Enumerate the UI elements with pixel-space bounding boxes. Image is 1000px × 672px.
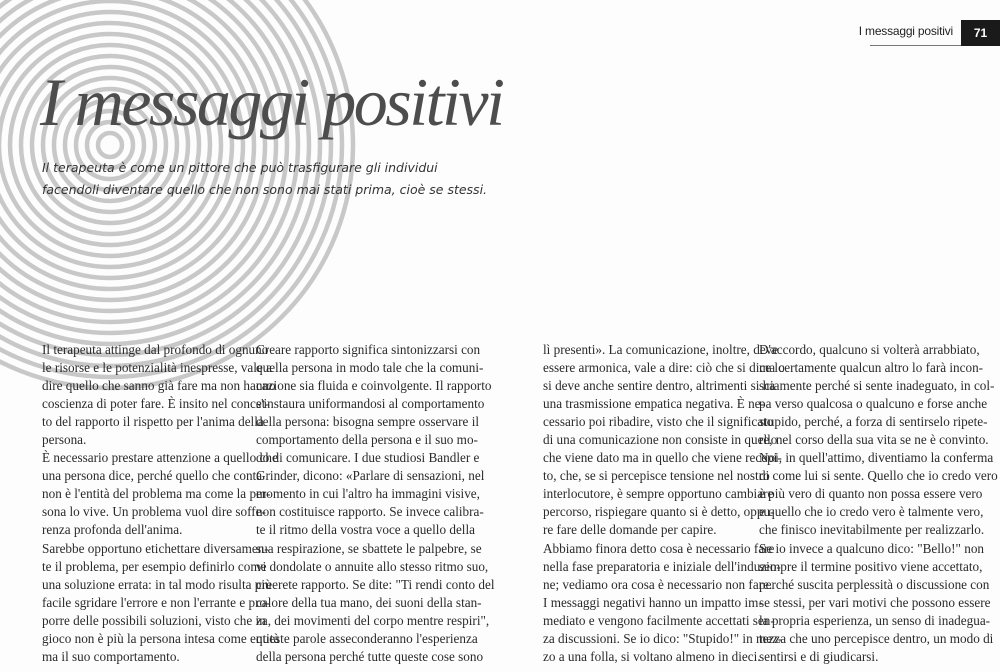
chapter-title: I messaggi positivi: [40, 64, 503, 140]
text-line: vi dondolate o annuite allo stesso ritmo suo,: [256, 558, 489, 574]
page-number: 71: [961, 20, 1000, 46]
text-line: una persona dice, perché quello che conta: [42, 468, 263, 484]
text-line: che viene dato ma in quello che viene recepi-: [543, 450, 782, 466]
text-line: momento in cui l'altro ha immagini visive,: [256, 486, 480, 502]
text-line: tezza che uno percepisce dentro, un modo di: [759, 630, 994, 646]
text-line: di come lui si sente. Quello che io credo vero: [759, 468, 998, 484]
text-line: za discussioni. Se io dico: "Stupido!" in mez-: [543, 630, 783, 646]
text-line: È necessario prestare attenzione a quello che: [42, 450, 278, 466]
text-line: se stessi, per vari motivi che possono essere: [759, 594, 991, 610]
text-line: stupido, perché, a forza di sentirselo ripete-: [759, 414, 988, 430]
text-line: cazione sia fluida e coinvolgente. Il rapporto: [256, 378, 492, 394]
text-line: di una comunicazione non consiste in quello: [543, 432, 778, 448]
text-line: lì presenti». La comunicazione, inoltre, deve: [543, 342, 779, 357]
text-line: una trasmissione empatica negativa. È ne-: [543, 396, 765, 412]
text-line: calore della tua mano, dei suoni della stan-: [256, 594, 482, 610]
text-line: s'instaura uniformandosi al comportamento: [256, 396, 485, 412]
text-line: D'accordo, qualcuno si volterà arrabbiato,: [759, 342, 980, 357]
text-line: ne; vediamo ora cosa è necessario non fare.: [543, 576, 773, 592]
text-column-2: [256, 341, 495, 666]
text-line: essere armonica, vale a dire: ciò che si dice lo: [543, 360, 785, 376]
text-line: è più vero di quanto non possa essere vero: [759, 486, 983, 502]
text-line: renza profonda dell'anima.: [42, 522, 183, 538]
text-line: re, nel corso della sua vita se ne è convinto.: [759, 432, 989, 448]
text-line: quella persona in modo tale che la comuni-: [256, 360, 484, 376]
text-line: sentirsi e di giudicarsi.: [759, 648, 879, 664]
text-line: Il terapeuta attinge dal profondo di ognuno: [42, 342, 269, 357]
text-line: Noi, in quell'attimo, diventiamo la conferma: [759, 450, 994, 466]
text-line: porre delle possibili soluzioni, visto che in: [42, 612, 266, 628]
text-line: queste parole asseconderanno l'esperienza: [256, 630, 478, 646]
text-line: Creare rapporto significa sintonizzarsi con: [256, 342, 481, 357]
text-line: I messaggi negativi hanno un impatto im-: [543, 594, 763, 610]
text-line: coscienza di poter fare. È insito nel concet-: [42, 396, 270, 412]
text-line: ma certamente qualcun altro lo farà incon-: [759, 360, 984, 376]
text-line: della persona: bisogna sempre osservare il: [256, 414, 480, 430]
text-line: do di comunicare. I due studiosi Bandler e: [256, 450, 480, 466]
text-line: le risorse e le potenzialità inespresse, vale a: [42, 360, 272, 376]
text-line: zo a una folla, si voltano almeno in dieci.: [543, 648, 761, 664]
text-line: sempre il termine positivo viene accettato,: [759, 558, 983, 574]
text-line: za, dei movimenti del corpo mentre respiri",: [256, 612, 490, 628]
text-line: persona.: [42, 432, 87, 448]
text-line: gioco non è più la persona intesa come entità: [42, 630, 280, 646]
text-column-3: [543, 341, 785, 666]
text-line: Grinder, dicono: «Parlare di sensazioni, nel: [256, 468, 485, 484]
text-line: te il ritmo della vostra voce a quello della: [256, 522, 475, 538]
text-line: nella fase preparatoria e iniziale dell'induzio-: [543, 558, 781, 574]
subtitle-line: facendoli diventare quello che non sono mai stati prima, cioè se stessi.: [42, 182, 488, 197]
text-line: Abbiamo finora detto cosa è necessario fare: [543, 540, 775, 556]
text-line: re fare delle domande per capire.: [543, 522, 717, 538]
subtitle-line: Il terapeuta è come un pittore che può trasfigurare gli individui: [42, 160, 438, 175]
text-line: si deve anche sentire dentro, altrimenti si ha: [543, 378, 776, 394]
text-line: una soluzione errata: in tal modo risulta più: [42, 576, 272, 592]
text-line: Sarebbe opportuno etichettare diversamen-: [42, 540, 269, 556]
text-column-4: [759, 341, 998, 666]
text-line: facile sgridare l'errore e non l'errante e pro-: [42, 594, 271, 610]
text-line: che finisco inevitabilmente per realizzarlo.: [759, 522, 985, 538]
text-line: perché suscita perplessità o discussione con: [759, 576, 990, 592]
text-line: non è l'entità del problema ma come la per-: [42, 486, 271, 502]
text-line: mediato e vengono facilmente accettati sen-: [543, 612, 775, 628]
text-line: comportamento della persona e il suo mo-: [256, 432, 478, 448]
text-line: cessario poi ribadire, visto che il significato: [543, 414, 774, 430]
text-line: to del rapporto il rispetto per l'anima della: [42, 414, 264, 430]
chapter-subtitle: [42, 157, 488, 201]
text-line: sona lo vive. Un problema vuol dire soffe-: [42, 504, 266, 520]
text-line: e quello che io credo vero è talmente vero,: [759, 504, 984, 520]
text-line: non costituisce rapporto. Se invece calibra-: [256, 504, 484, 520]
text-line: percorso, rispiegare quanto si è detto, oppu-: [543, 504, 775, 520]
text-line: sua respirazione, se sbattete le palpebre, se: [256, 540, 482, 556]
text-line: pa verso qualcosa o qualcuno e forse anche: [759, 396, 988, 412]
text-line: la propria esperienza, un senso di inadegua-: [759, 612, 991, 628]
text-line: dire quello che sanno già fare ma non hanno: [42, 378, 276, 394]
text-line: Se io invece a qualcuno dico: "Bello!" non: [759, 540, 985, 556]
text-line: interlocutore, è sempre opportuno cambiare: [543, 486, 774, 502]
text-line: della persona perché tutte queste cose sono: [256, 648, 484, 664]
text-line: creerete rapporto. Se dite: "Ti rendi conto del: [256, 576, 495, 592]
text-line: sciamente perché si sente inadeguato, in col-: [759, 378, 995, 394]
text-column-1: [42, 341, 280, 666]
text-line: to, che, se si percepisce tensione nel nostro: [543, 468, 770, 484]
text-line: ma il suo comportamento.: [42, 648, 180, 664]
running-head: I messaggi positivi: [858, 24, 953, 38]
text-line: te il problema, per esempio definirlo come: [42, 558, 267, 574]
header-rule: [870, 45, 963, 46]
